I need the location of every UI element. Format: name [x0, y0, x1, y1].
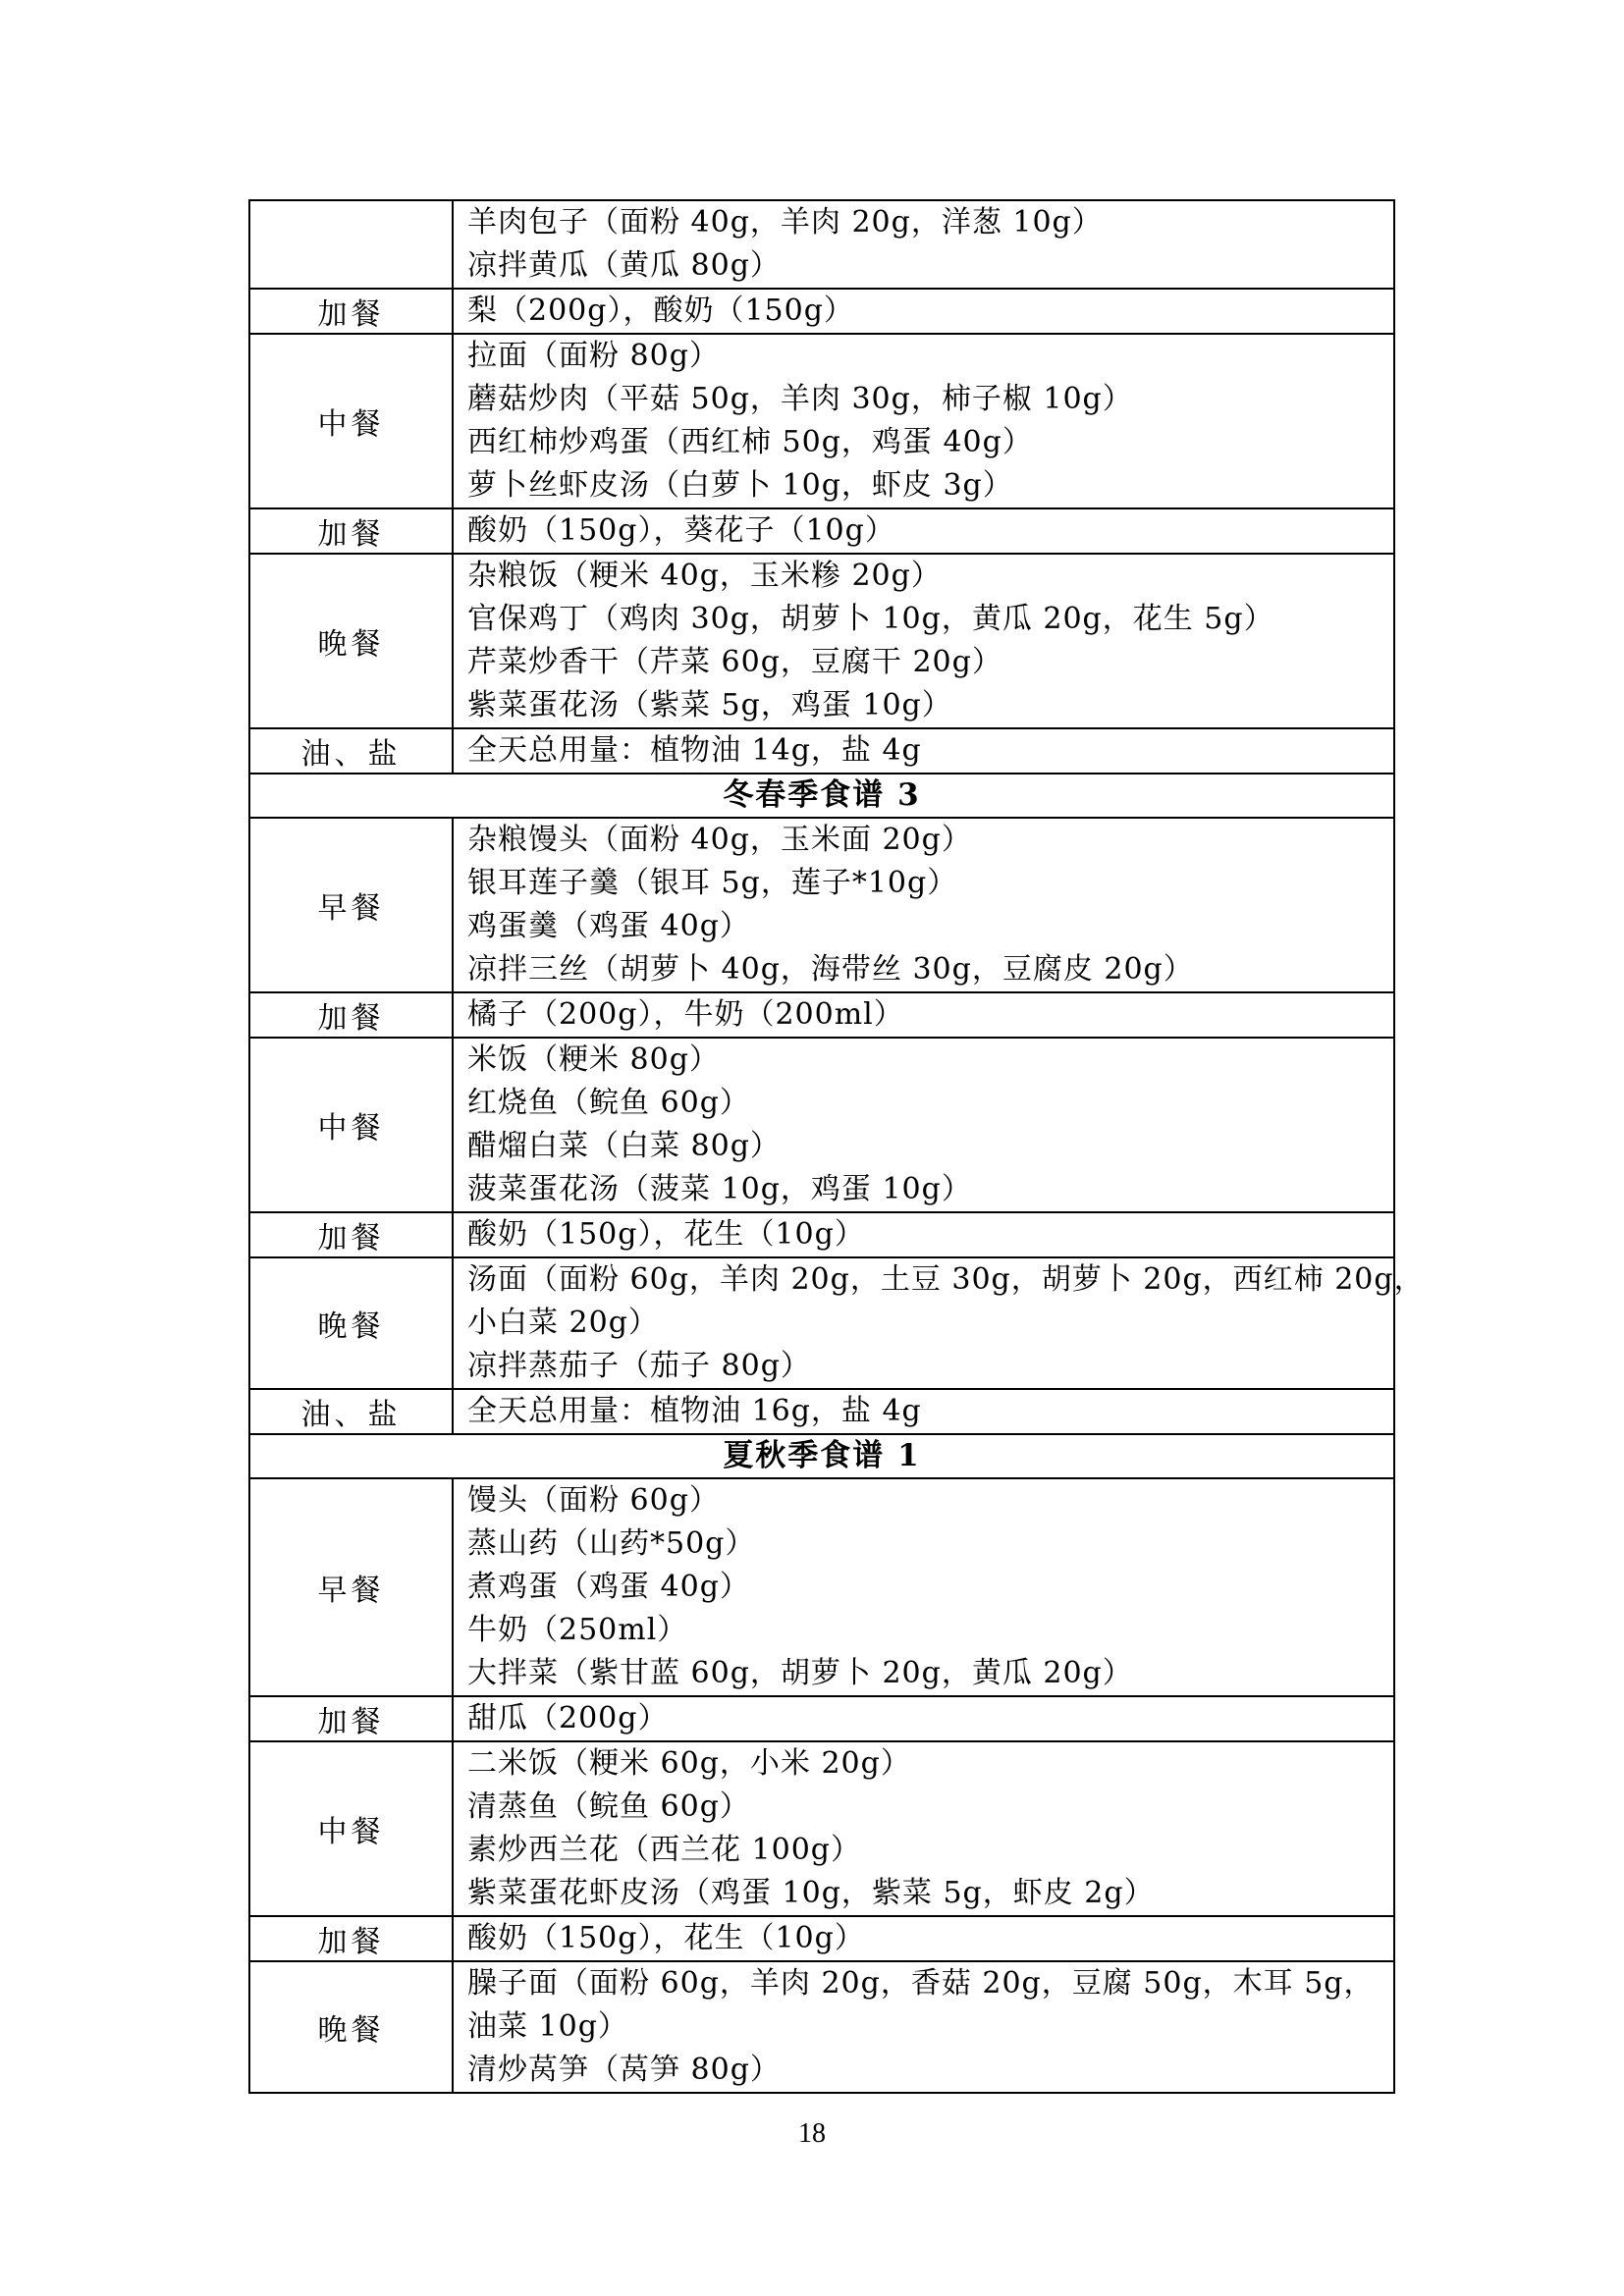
table-row [249, 1212, 1394, 1257]
food-item: 紫菜蛋花汤（紫菜 5g，鸡蛋 10g） [467, 688, 952, 722]
food-item: 凉拌蒸茄子（茄子 80g） [467, 1349, 811, 1383]
food-item: 全天总用量：植物油 16g，盐 4g [467, 1394, 922, 1428]
food-item: 米饭（粳米 80g） [467, 1042, 720, 1077]
meal-label: 晚餐 [249, 554, 453, 728]
food-item: 官保鸡丁（鸡肉 30g，胡萝卜 10g，黄瓜 20g，花生 5g） [467, 602, 1274, 636]
food-item: 甜瓜（200g） [467, 1701, 669, 1735]
food-item: 小白菜 20g） [467, 1306, 659, 1340]
meal-label [249, 200, 453, 289]
food-item: 菠菜蛋花汤（菠菜 10g，鸡蛋 10g） [467, 1172, 972, 1206]
meal-label: 中餐 [249, 1038, 453, 1212]
food-item: 二米饭（粳米 60g，小米 20g） [467, 1746, 911, 1781]
food-list [453, 1257, 1425, 1389]
meal-label: 油、盐 [249, 1389, 453, 1434]
table-row [249, 1696, 1394, 1741]
food-item: 酸奶（150g），花生（10g） [467, 1217, 865, 1252]
table-row [249, 200, 1394, 289]
table-row [249, 992, 1394, 1038]
table-row [249, 1038, 1394, 1212]
food-item: 紫菜蛋花虾皮汤（鸡蛋 10g，紫菜 5g，虾皮 2g） [467, 1876, 1155, 1910]
food-item: 清炒莴笋（莴笋 80g） [467, 2053, 781, 2087]
food-item: 芹菜炒香干（芹菜 60g，豆腐干 20g） [467, 645, 1002, 679]
table-row [249, 1478, 1394, 1696]
food-item: 西红柿炒鸡蛋（西红柿 50g，鸡蛋 40g） [467, 425, 1033, 459]
table-row [249, 728, 1394, 774]
food-item: 银耳莲子羹（银耳 5g，莲子*10g） [467, 866, 958, 900]
menu-table [248, 199, 1425, 2094]
food-item: 醋熘白菜（白菜 80g） [467, 1129, 781, 1163]
meal-label: 加餐 [249, 1696, 453, 1741]
food-item: 蘑菇炒肉（平菇 50g，羊肉 30g，柿子椒 10g） [467, 382, 1133, 416]
food-item: 全天总用量：植物油 14g，盐 4g [467, 733, 922, 768]
food-item: 臊子面（面粉 60g，羊肉 20g，香菇 20g，豆腐 50g，木耳 5g， [467, 1966, 1375, 2001]
meal-label: 晚餐 [249, 1961, 453, 2093]
meal-label: 早餐 [249, 1478, 453, 1696]
table-row [249, 1741, 1394, 1916]
food-item: 红烧鱼（鲩鱼 60g） [467, 1086, 750, 1120]
meal-label: 中餐 [249, 334, 453, 508]
meal-label: 加餐 [249, 1916, 453, 1961]
food-item: 梨（200g），酸奶（150g） [467, 294, 854, 328]
food-item: 凉拌三丝（胡萝卜 40g，海带丝 30g，豆腐皮 20g） [467, 952, 1194, 987]
meal-label: 油、盐 [249, 728, 453, 774]
section-header-row [249, 774, 1394, 818]
food-item: 馒头（面粉 60g） [467, 1483, 720, 1518]
meal-label: 加餐 [249, 289, 453, 334]
section-title: 冬春季食谱 3 [249, 774, 1394, 818]
table-row [249, 1916, 1394, 1961]
food-item: 杂粮馒头（面粉 40g，玉米面 20g） [467, 823, 972, 857]
table-row [249, 818, 1394, 992]
food-list [453, 1696, 1394, 1741]
food-list [453, 554, 1394, 728]
food-item: 鸡蛋羹（鸡蛋 40g） [467, 909, 750, 943]
food-list [453, 1478, 1394, 1696]
table-row [249, 508, 1394, 554]
menu-table-body [249, 200, 1425, 2093]
table-row [249, 1257, 1394, 1389]
page-number: 18 [798, 2118, 826, 2149]
food-list [453, 1961, 1394, 2093]
food-item: 蒸山药（山药*50g） [467, 1526, 756, 1561]
food-list [453, 818, 1394, 992]
meal-label: 晚餐 [249, 1257, 453, 1389]
section-title: 夏秋季食谱 1 [249, 1434, 1394, 1478]
food-list [453, 200, 1394, 289]
food-item: 煮鸡蛋（鸡蛋 40g） [467, 1570, 750, 1604]
food-item: 清蒸鱼（鲩鱼 60g） [467, 1789, 750, 1824]
food-list [453, 1212, 1394, 1257]
food-list [453, 1741, 1394, 1916]
table-row [249, 1389, 1394, 1434]
food-item: 杂粮饭（粳米 40g，玉米糁 20g） [467, 559, 942, 593]
food-list [453, 1389, 1394, 1434]
table-row [249, 1961, 1394, 2093]
food-item: 汤面（面粉 60g，羊肉 20g，土豆 30g，胡萝卜 20g，西红柿 20g， [467, 1262, 1425, 1297]
food-list [453, 728, 1394, 774]
food-item: 大拌菜（紫甘蓝 60g，胡萝卜 20g，黄瓜 20g） [467, 1656, 1133, 1690]
food-list [453, 508, 1394, 554]
meal-label: 中餐 [249, 1741, 453, 1916]
food-list [453, 289, 1394, 334]
meal-label: 加餐 [249, 1212, 453, 1257]
table-row [249, 334, 1394, 508]
food-item: 萝卜丝虾皮汤（白萝卜 10g，虾皮 3g） [467, 468, 1013, 503]
table-row [249, 289, 1394, 334]
food-list [453, 1916, 1394, 1961]
food-item: 酸奶（150g），葵花子（10g） [467, 513, 895, 548]
food-item: 拉面（面粉 80g） [467, 339, 720, 373]
food-item: 酸奶（150g），花生（10g） [467, 1921, 865, 1955]
section-header-row [249, 1434, 1394, 1478]
food-item: 油菜 10g） [467, 2009, 628, 2044]
meal-label: 加餐 [249, 508, 453, 554]
food-list [453, 992, 1394, 1038]
food-item: 凉拌黄瓜（黄瓜 80g） [467, 248, 781, 283]
food-item: 素炒西兰花（西兰花 100g） [467, 1833, 862, 1867]
meal-label: 加餐 [249, 992, 453, 1038]
food-list [453, 1038, 1394, 1212]
food-item: 橘子（200g），牛奶（200ml） [467, 997, 904, 1032]
table-row [249, 554, 1394, 728]
food-list [453, 334, 1394, 508]
meal-label: 早餐 [249, 818, 453, 992]
food-item: 羊肉包子（面粉 40g，羊肉 20g，洋葱 10g） [467, 205, 1103, 240]
food-item: 牛奶（250ml） [467, 1613, 688, 1647]
